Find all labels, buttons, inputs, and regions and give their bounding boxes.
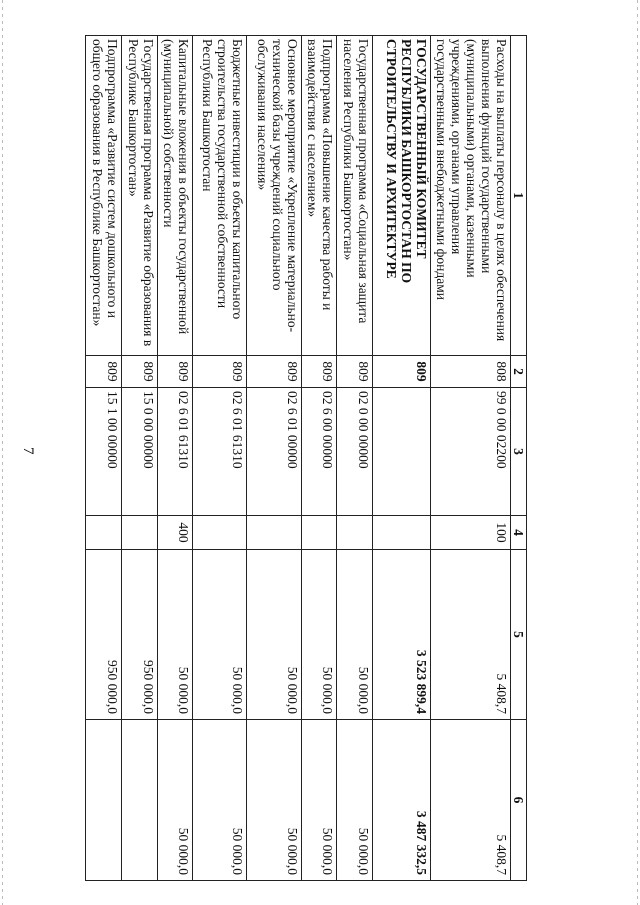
col-header: 4 — [511, 516, 527, 550]
col-header: 2 — [511, 356, 527, 388]
row-sum2-cell: 50 000,0 — [247, 720, 301, 881]
row-name-cell: Подпрограмма «Повышение качества работы и взаимодействия с населением» — [301, 36, 337, 356]
col-header: 5 — [511, 550, 527, 720]
row-sum1-cell: 950 000,0 — [86, 550, 122, 720]
budget-table — [85, 35, 527, 881]
row-code-cell: 809 — [157, 356, 193, 388]
row-sum1-cell: 50 000,0 — [301, 550, 337, 720]
row-name-cell: Бюджетные инвестиции в объекты капитального строительства государственной собственности Республики Башкортостан — [193, 36, 247, 356]
row-vr-cell — [337, 516, 373, 550]
row-csr-cell: 02 6 01 00000 — [247, 388, 301, 516]
table-row — [86, 36, 122, 881]
row-sum2-cell: 3 487 332,5 — [373, 720, 431, 881]
table-row — [247, 36, 301, 881]
row-vr-cell — [247, 516, 301, 550]
row-vr-cell — [301, 516, 337, 550]
row-sum1-cell: 50 000,0 — [337, 550, 373, 720]
row-code-cell: 809 — [301, 356, 337, 388]
scan-edge-left — [2, 0, 3, 905]
row-code-cell: 809 — [247, 356, 301, 388]
col-header: 1 — [511, 36, 527, 356]
row-vr-cell — [373, 516, 431, 550]
row-csr-cell: 99 0 00 02200 — [431, 388, 511, 516]
col-header: 6 — [511, 720, 527, 881]
row-sum2-cell: 50 000,0 — [193, 720, 247, 881]
row-code-cell: 809 — [121, 356, 157, 388]
table-row — [157, 36, 193, 881]
row-sum1-cell: 50 000,0 — [247, 550, 301, 720]
row-sum1-cell: 50 000,0 — [193, 550, 247, 720]
row-csr-cell: 02 6 00 00000 — [301, 388, 337, 516]
row-code-cell: 809 — [193, 356, 247, 388]
row-name-cell: Государственная программа «Развитие образования в Республике Башкортостан» — [121, 36, 157, 356]
row-code-cell: 809 — [373, 356, 431, 388]
row-sum1-cell: 3 523 899,4 — [373, 550, 431, 720]
scan-edge-right — [637, 0, 638, 905]
row-csr-cell: 15 0 00 00000 — [121, 388, 157, 516]
row-sum2-cell — [86, 720, 122, 881]
col-header: 3 — [511, 388, 527, 516]
table-header-row — [511, 36, 527, 881]
row-vr-cell — [121, 516, 157, 550]
row-csr-cell — [373, 388, 431, 516]
table-row — [121, 36, 157, 881]
row-vr-cell: 400 — [157, 516, 193, 550]
page-number: 7 — [20, 447, 36, 455]
row-sum1-cell: 5 408,7 — [431, 550, 511, 720]
row-vr-cell: 100 — [431, 516, 511, 550]
row-name-cell: Расходы на выплаты персоналу в целях обеспечения выполнения функций государственными (муниципальными) органами, казенными учреждениями, органами управления государственными внебюджетными фондами — [431, 36, 511, 356]
row-sum2-cell: 50 000,0 — [157, 720, 193, 881]
row-sum2-cell: 50 000,0 — [301, 720, 337, 881]
row-code-cell: 809 — [86, 356, 122, 388]
row-name-cell: Подпрограмма «Развитие систем дошкольного и общего образования в Республике Башкортостан» — [86, 36, 122, 356]
row-name-cell: Основное мероприятие «Укрепление материально-технической базы учреждений социального обслуживания населения» — [247, 36, 301, 356]
row-vr-cell — [193, 516, 247, 550]
row-csr-cell: 02 6 01 61310 — [193, 388, 247, 516]
table-row — [431, 36, 511, 881]
table-row — [301, 36, 337, 881]
row-sum1-cell: 950 000,0 — [121, 550, 157, 720]
row-csr-cell: 02 6 01 61310 — [157, 388, 193, 516]
row-sum2-cell: 50 000,0 — [337, 720, 373, 881]
row-code-cell: 809 — [337, 356, 373, 388]
rotated-table-container — [85, 35, 527, 880]
row-code-cell: 808 — [431, 356, 511, 388]
row-name-cell: Государственная программа «Социальная защита населения Республики Башкортостан» — [337, 36, 373, 356]
row-csr-cell: 15 1 00 00000 — [86, 388, 122, 516]
table-row — [373, 36, 431, 881]
row-sum2-cell — [121, 720, 157, 881]
row-sum2-cell: 5 408,7 — [431, 720, 511, 881]
row-name-cell: ГОСУДАРСТВЕННЫЙ КОМИТЕТ РЕСПУБЛИКИ БАШКОРТОСТАН ПО СТРОИТЕЛЬСТВУ И АРХИТЕКТУРЕ — [373, 36, 431, 356]
table-row — [193, 36, 247, 881]
row-csr-cell: 02 0 00 00000 — [337, 388, 373, 516]
row-vr-cell — [86, 516, 122, 550]
row-sum1-cell: 50 000,0 — [157, 550, 193, 720]
row-name-cell: Капитальные вложения в объекты государственной (муниципальной) собственности — [157, 36, 193, 356]
table-row — [337, 36, 373, 881]
